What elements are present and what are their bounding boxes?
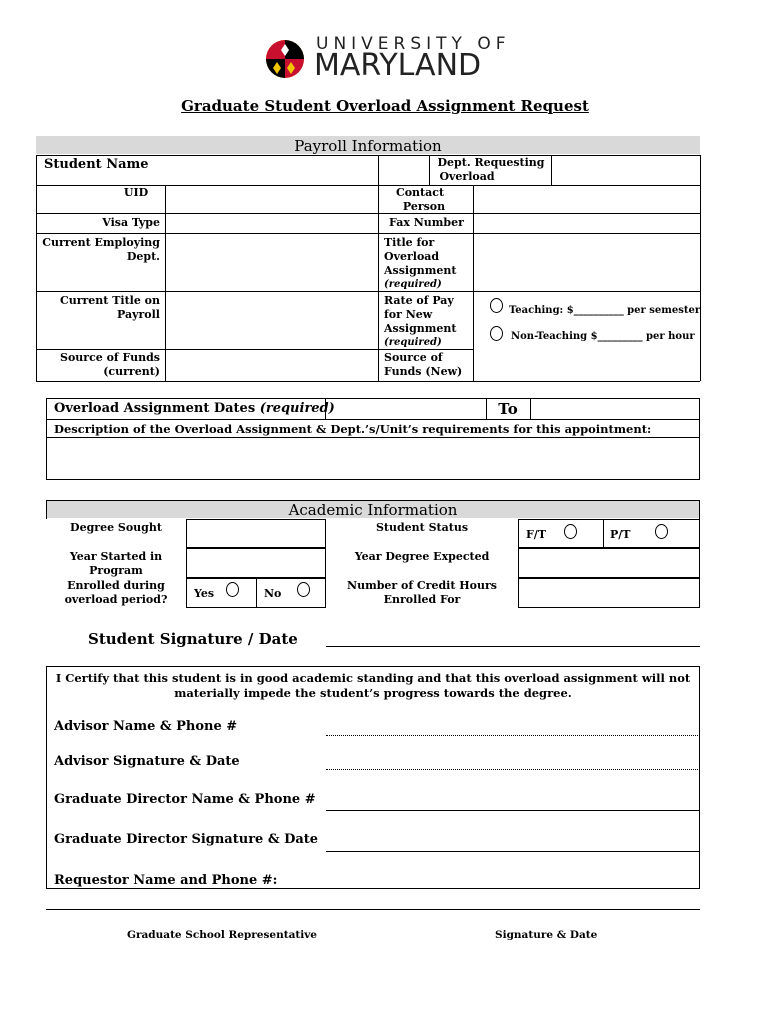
rate-of-pay-label: Rate of Pay <box>384 294 454 307</box>
grad-rep-label: Graduate School Representative <box>127 929 317 941</box>
certify-line-2: materially impede the student’s progress towards the degree. <box>174 686 572 700</box>
person-label: Person <box>402 200 446 213</box>
student-name-label: Student Name <box>44 157 149 172</box>
title-assignment-label: Assignment <box>384 264 457 277</box>
teaching-radio[interactable] <box>490 298 503 313</box>
grad-rep-line[interactable] <box>46 909 700 910</box>
year-degree-expected-label: Year Degree Expected <box>354 550 490 563</box>
advisor-sig-line[interactable] <box>326 769 700 770</box>
student-name-field[interactable] <box>165 156 377 184</box>
description-label: Description of the Overload Assignment & Dept.’s/Unit’s requirements for this appointment: <box>54 422 652 436</box>
yes-label: Yes <box>194 587 215 600</box>
end-date-field[interactable] <box>531 399 699 418</box>
gd-sig-line[interactable] <box>326 851 700 852</box>
description-field[interactable] <box>47 438 699 479</box>
degree-sought-field[interactable] <box>187 520 325 547</box>
degree-sought-label: Degree Sought <box>70 521 162 534</box>
gd-sig-label: Graduate Director Signature & Date <box>54 832 319 847</box>
title-required-label: (required) <box>384 279 442 290</box>
source-of-funds-field[interactable] <box>166 350 377 380</box>
overload-period-label: overload period? <box>64 593 168 606</box>
ft-label: F/T <box>526 528 547 541</box>
source-current-label: (current) <box>103 365 160 378</box>
current-employing-field[interactable] <box>166 234 377 290</box>
title-for-label: Title for <box>384 236 435 249</box>
dept-requesting-field[interactable] <box>552 156 699 184</box>
dept-requesting-label: Dept. Requesting <box>437 156 545 169</box>
contact-person-field[interactable] <box>474 186 699 212</box>
maryland-text: MARYLAND <box>314 48 482 83</box>
certify-line-1: I Certify that this student is in good academic standing and that this overload assignment will not <box>55 671 691 685</box>
credit-hours-field[interactable] <box>519 579 699 607</box>
non-teaching-radio[interactable] <box>490 326 503 341</box>
enrolled-during-label: Enrolled during <box>67 579 165 592</box>
contact-label: Contact <box>395 186 445 199</box>
advisor-name-line[interactable] <box>326 735 700 736</box>
payroll-section-title: Payroll Information <box>294 137 442 155</box>
dates-label <box>54 401 335 417</box>
payroll-label: Payroll <box>117 308 160 321</box>
sig-date-label: Signature & Date <box>495 929 598 941</box>
yes-radio[interactable] <box>226 582 239 597</box>
current-title-label: Current Title on <box>59 294 160 307</box>
fax-number-field[interactable] <box>474 214 699 232</box>
maryland-shield-icon <box>264 36 306 82</box>
pt-label: P/T <box>610 528 631 541</box>
advisor-sig-label: Advisor Signature & Date <box>54 754 240 769</box>
gd-name-label: Graduate Director Name & Phone # <box>54 792 316 807</box>
student-signature-label: Student Signature / Date <box>88 630 298 648</box>
no-radio[interactable] <box>297 582 310 597</box>
overload-label: Overload <box>439 170 495 183</box>
credit-hours-label-1: Number of Credit Hours <box>347 579 497 592</box>
to-label: To <box>498 400 518 418</box>
dept-label: Dept. <box>126 250 160 263</box>
dates-required: (required) <box>259 401 335 416</box>
non-teaching-label: Non-Teaching $_________ per hour <box>511 331 695 342</box>
year-degree-expected-field[interactable] <box>519 549 699 577</box>
visa-type-label: Visa Type <box>102 216 160 229</box>
student-signature-line[interactable] <box>326 646 700 647</box>
credit-hours-label-2: Enrolled For <box>383 593 461 606</box>
program-label: Program <box>89 564 143 577</box>
current-employing-label: Current Employing <box>42 236 160 249</box>
for-new-label: for New <box>384 308 433 321</box>
academic-section-title: Academic Information <box>288 501 458 519</box>
title-overload-label: Overload <box>384 250 440 263</box>
source-new-field[interactable] <box>474 350 699 380</box>
rate-assignment-label: Assignment <box>384 322 457 335</box>
university-logo <box>262 34 512 84</box>
uid-field[interactable] <box>166 186 377 212</box>
teaching-label: Teaching: $__________ per semester <box>509 305 701 316</box>
visa-type-field[interactable] <box>166 214 377 232</box>
title-for-overload-field[interactable] <box>474 234 699 290</box>
current-title-field[interactable] <box>166 292 377 348</box>
requestor-label: Requestor Name and Phone #: <box>54 873 278 888</box>
ft-radio[interactable] <box>564 524 577 539</box>
student-status-label: Student Status <box>375 521 469 534</box>
funds-new-label: Funds (New) <box>384 365 463 378</box>
no-label: No <box>264 587 282 600</box>
advisor-name-label: Advisor Name & Phone # <box>54 719 238 734</box>
university-of-text: UNIVERSITY OF <box>316 34 511 54</box>
source-of-label: Source of <box>384 351 443 364</box>
page-title: Graduate Student Overload Assignment Request <box>181 97 589 115</box>
fax-number-label: Fax Number <box>389 216 464 229</box>
year-started-field[interactable] <box>187 549 325 577</box>
source-of-funds-label: Source of Funds <box>60 351 160 364</box>
year-started-label: Year Started in <box>69 550 163 563</box>
uid-label: UID <box>123 186 149 199</box>
gd-name-line[interactable] <box>326 810 700 811</box>
start-date-field[interactable] <box>326 399 485 418</box>
rate-required-label: (required) <box>384 337 442 348</box>
dates-label-text: Overload Assignment Dates <box>54 401 256 416</box>
pt-radio[interactable] <box>655 524 668 539</box>
